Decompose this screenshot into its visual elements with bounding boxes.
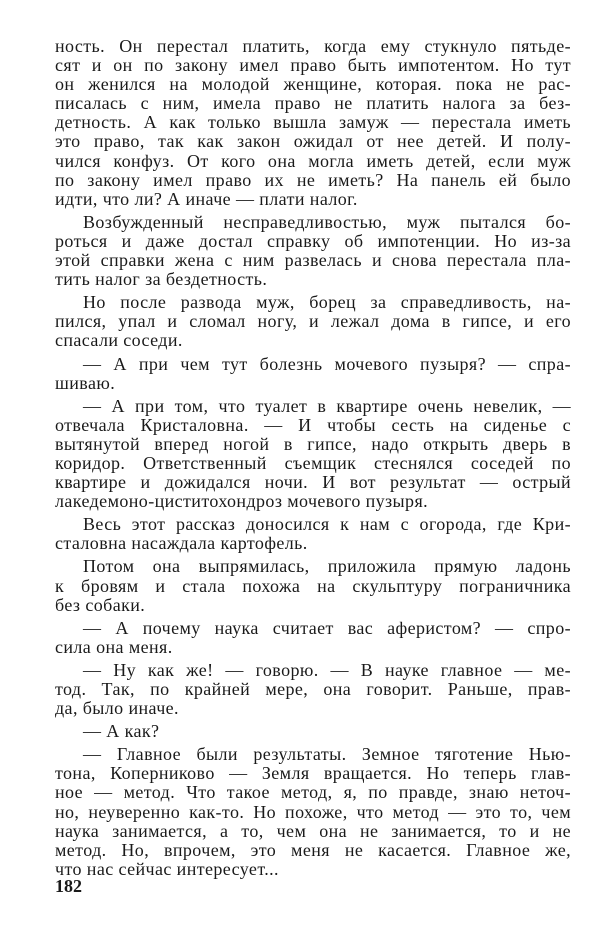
text-line: пился, упал и сломал ногу, и лежал дома в гипсе, и его [55, 311, 571, 332]
text-line: тод. Так, по крайней мере, она говорит. Раньше, прав- [55, 679, 571, 699]
text-line: спасали соседи. [55, 330, 183, 351]
text-line: коридор. Ответственный съемщик стеснялся соседей по [55, 452, 571, 473]
text-line: тить налог за бездетность. [55, 269, 268, 290]
paragraph [55, 745, 571, 879]
text-line: что нас сейчас интересует... [55, 858, 279, 879]
paragraph [55, 722, 571, 741]
paragraph [55, 515, 571, 553]
text-line: вытянутой вперед ногой в гипсе, надо открыть дверь в [55, 433, 571, 454]
paragraph [55, 37, 571, 209]
text-line: лакедемоно-циститохондроз мочевого пузыря. [55, 491, 429, 512]
text-line: ное — метод. Что такое метод, я, по правде, знаю неточ- [55, 782, 571, 803]
book-page-text [55, 37, 571, 883]
paragraph [55, 293, 571, 350]
text-line: Весь этот рассказ доносился к нам с огорода, где Кри- [83, 514, 571, 535]
text-line: тона, Коперниково — Земля вращается. Но теперь глав- [55, 763, 571, 784]
paragraph [55, 213, 571, 289]
text-line: — А почему наука считает вас аферистом? — спро- [83, 617, 571, 638]
text-line: без собаки. [55, 594, 146, 615]
text-line: — Главное были результаты. Земное тяготение Нью- [83, 744, 571, 765]
text-line: Но после развода муж, борец за справедливость, на- [83, 292, 571, 313]
text-line: идти, что ли? А иначе — плати налог. [55, 188, 358, 209]
text-line: Возбужденный несправедливостью, муж пытался бо- [83, 211, 571, 232]
text-line: шиваю. [55, 372, 116, 393]
text-line: отвечала Кристаловна. — И чтобы сесть на сиденье с [55, 414, 571, 435]
text-line: он женился на молодой женщине, которая. пока не рас- [55, 74, 571, 95]
text-line: да, было иначе. [55, 698, 179, 719]
text-line: это право, так как закон ожидал от нее детей. И полу- [55, 131, 571, 152]
text-line: детность. А как только вышла замуж — перестала иметь [55, 112, 571, 133]
text-line: писалась с ним, имела право не платить налога за без- [55, 93, 571, 114]
paragraph [55, 397, 571, 512]
text-line: наука занимается, а то, чем она не занимается, то и не [55, 820, 571, 841]
text-line: к бровям и стала похожа на скульптуру пограничника [55, 575, 571, 596]
text-line: сят и он по закону имел право быть импотентом. Но тут [55, 55, 571, 76]
text-line: метод. Но, впрочем, это меня не касается. Главное же, [55, 839, 571, 860]
text-line: сталовна насаждала картофель. [55, 533, 308, 554]
text-line: квартире и дожидался ночи. И вот результат — острый [55, 472, 571, 493]
text-line: роться и даже достал справку об импотенции. Но из-за [55, 230, 571, 251]
paragraph [55, 661, 571, 718]
text-line: — А при чем тут болезнь мочевого пузыря? — спра- [83, 353, 571, 374]
text-line: — А как? [83, 721, 160, 742]
text-line: ность. Он перестал платить, когда ему стукнуло пятьде- [55, 36, 571, 56]
text-line: этой справки жена с ним развелась и снова перестала пла- [55, 250, 571, 271]
text-line: чился конфуз. От кого она могла иметь детей, если муж [55, 150, 571, 171]
text-line: по закону имел право их не иметь? На панель ей было [55, 169, 571, 190]
text-line: — А при том, что туалет в квартире очень невелик, — [83, 395, 571, 416]
text-line: сила она меня. [55, 636, 173, 657]
text-line: Потом она выпрямилась, приложила прямую ладонь [83, 556, 571, 577]
page-number: 182 [55, 876, 82, 896]
text-line: но, неуверенно как-то. Но похоже, что метод — это то, чем [55, 801, 571, 822]
paragraph [55, 355, 571, 393]
paragraph [55, 619, 571, 657]
text-line: — Ну как же! — говорю. — В науке главное — ме- [83, 659, 571, 680]
paragraph [55, 557, 571, 614]
